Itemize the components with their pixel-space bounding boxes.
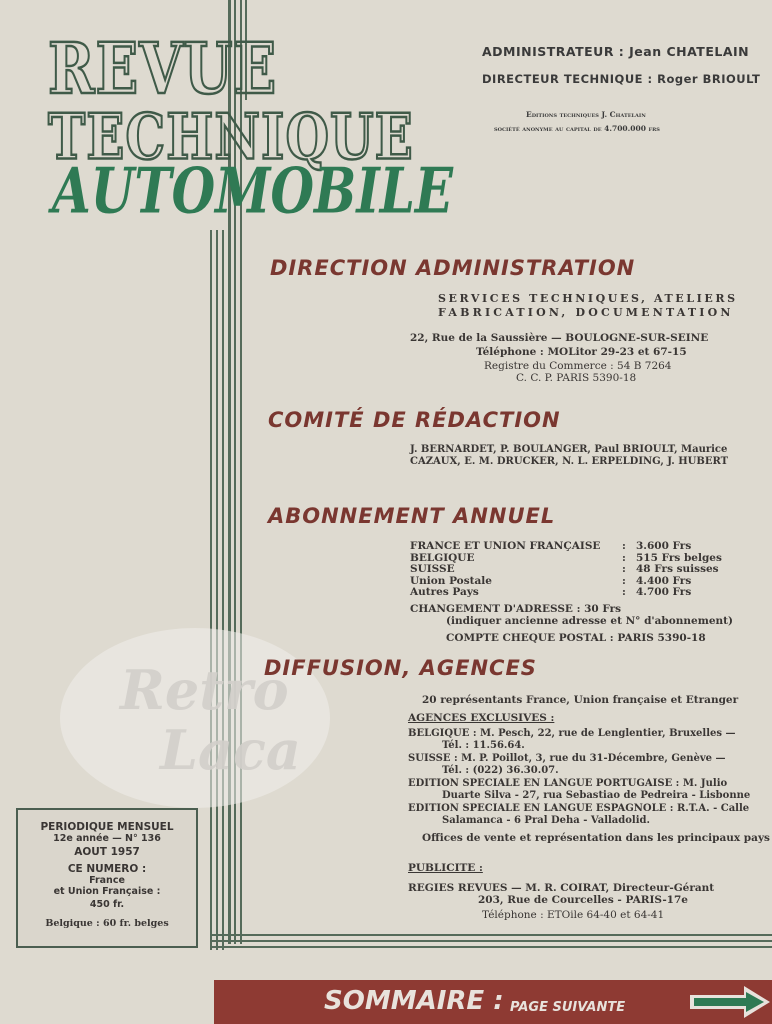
agence-line: Salamanca - 6 Pral Deha - Valladolid. [442,815,651,826]
publicite-label: PUBLICITE : [408,862,483,874]
abonnement-label: SUISSE [410,563,455,576]
agence-line: SUISSE : M. P. Poillot, 3, rue du 31-Décembre, Genève — [408,753,726,764]
directeur-technique: DIRECTEUR TECHNIQUE : Roger BRIOULT [482,72,761,86]
masthead-technique: TECHNIQUE [48,99,414,174]
direction-registre: Registre du Commerce : 54 B 7264 [484,360,672,372]
horizontal-rule [210,946,772,948]
abonnement-value: 48 Frs suisses [636,563,719,576]
abonnement-label: FRANCE ET UNION FRANÇAISE [410,540,601,552]
agence-line: EDITION SPECIALE EN LANGUE PORTUGAISE : M. Julio [408,778,728,789]
sommaire-subtitle: PAGE SUIVANTE [510,1000,626,1015]
abonnement-row [410,563,740,575]
abonnement-sep: : [622,540,626,552]
comite-line1: J. BERNARDET, P. BOULANGER, Paul BRIOULT, Maurice [410,444,728,455]
editions: Editions techniques J. Chatelain [526,110,646,119]
abonnement-row [410,540,740,552]
abonnement-value: 515 Frs belges [636,551,722,564]
abonnement-title: ABONNEMENT ANNUEL [268,504,556,528]
changement-note: (indiquer ancienne adresse et N° d'abonnement) [446,615,733,627]
diffusion-intro: 20 représentants France, Union française et Etranger [422,694,739,706]
agence-line: Tél. : (022) 36.30.07. [442,765,559,776]
societe: société anonyme au capital de 4.700.000 frs [494,124,660,133]
comite-title: COMITÉ DE RÉDACTION [268,408,561,432]
comite-line2: CAZAUX, E. M. DRUCKER, N. L. ERPELDING, J. HUBERT [410,456,729,467]
regies-line1: REGIES REVUES — M. R. COIRAT, Directeur-Gérant [408,882,715,894]
vertical-rule [210,230,212,950]
diffusion-title: DIFFUSION, AGENCES [264,656,537,680]
agence-line: BELGIQUE : M. Pesch, 22, rue de Lenglentier, Bruxelles — [408,728,736,739]
agence-line: EDITION SPECIALE EN LANGUE ESPAGNOLE : R.T.A. - Calle [408,803,750,814]
agence-line: Tél. : 11.56.64. [442,740,525,751]
masthead-automobile: AUTOMOBILE [52,153,453,228]
direction-address: 22, Rue de la Saussière — BOULOGNE-SUR-SEINE [410,332,709,344]
administrateur: ADMINISTRATEUR : Jean CHATELAIN [482,44,750,59]
sommaire-banner [214,980,772,1024]
masthead-revue: REVUE [48,27,278,111]
price-france: France [89,875,125,886]
periodique-box [16,808,198,948]
agences-label: AGENCES EXCLUSIVES : [408,712,555,724]
changement-adresse: CHANGEMENT D'ADRESSE : 30 Frs [410,603,622,615]
price-value: 450 fr. [89,899,125,910]
watermark-text: Laca [160,718,301,782]
abonnement-sep: : [622,586,626,599]
abonnement-row [410,575,740,587]
offices: Offices de vente et représentation dans les principaux pays [422,832,770,844]
abonnement-label: Autres Pays [410,586,479,599]
services-line1: SERVICES TECHNIQUES, ATELIERS [438,292,738,305]
price-belgique: Belgique : 60 fr. belges [45,918,169,929]
watermark-stamp [60,628,330,808]
agence-line: Duarte Silva - 27, rua Sebastiao de Pedreira - Lisbonne [442,790,751,801]
abonnement-row [410,586,740,598]
arrow-right-icon [688,984,772,1020]
periodique-mensuel: PERIODIQUE MENSUEL [40,821,174,833]
abonnement-label: Union Postale [410,574,492,587]
price-union: et Union Française : [53,886,161,897]
regies-line2: 203, Rue de Courcelles - PARIS-17e [478,894,688,906]
abonnement-sep: : [622,551,626,564]
periodique-annee: 12e année — N° 136 [53,833,161,844]
abonnement-value: 4.700 Frs [636,586,692,599]
abonnement-row [410,552,740,564]
abonnement-value: 3.600 Frs [636,540,692,552]
horizontal-rule [210,940,772,942]
sommaire-title: SOMMAIRE : [324,986,504,1016]
ce-numero: CE NUMERO : [67,863,147,875]
services-line2: FABRICATION, DOCUMENTATION [438,306,734,319]
abonnement-sep: : [622,574,626,587]
vertical-rule [216,230,218,950]
abonnement-value: 4.400 Frs [636,574,692,587]
direction-title: DIRECTION ADMINISTRATION [270,256,636,280]
direction-telephone: Téléphone : MOLitor 29-23 et 67-15 [476,346,687,358]
direction-ccp: C. C. P. PARIS 5390-18 [516,372,637,384]
regies-line3: Téléphone : ETOile 64-40 et 64-41 [482,909,665,921]
compte-cheque: COMPTE CHEQUE POSTAL : PARIS 5390-18 [446,632,706,644]
abonnement-sep: : [622,563,626,576]
horizontal-rule [210,934,772,936]
vertical-rule [222,230,224,950]
periodique-date: AOUT 1957 [74,846,140,858]
watermark-text: Retro [120,658,289,722]
abonnement-label: BELGIQUE [410,551,475,564]
